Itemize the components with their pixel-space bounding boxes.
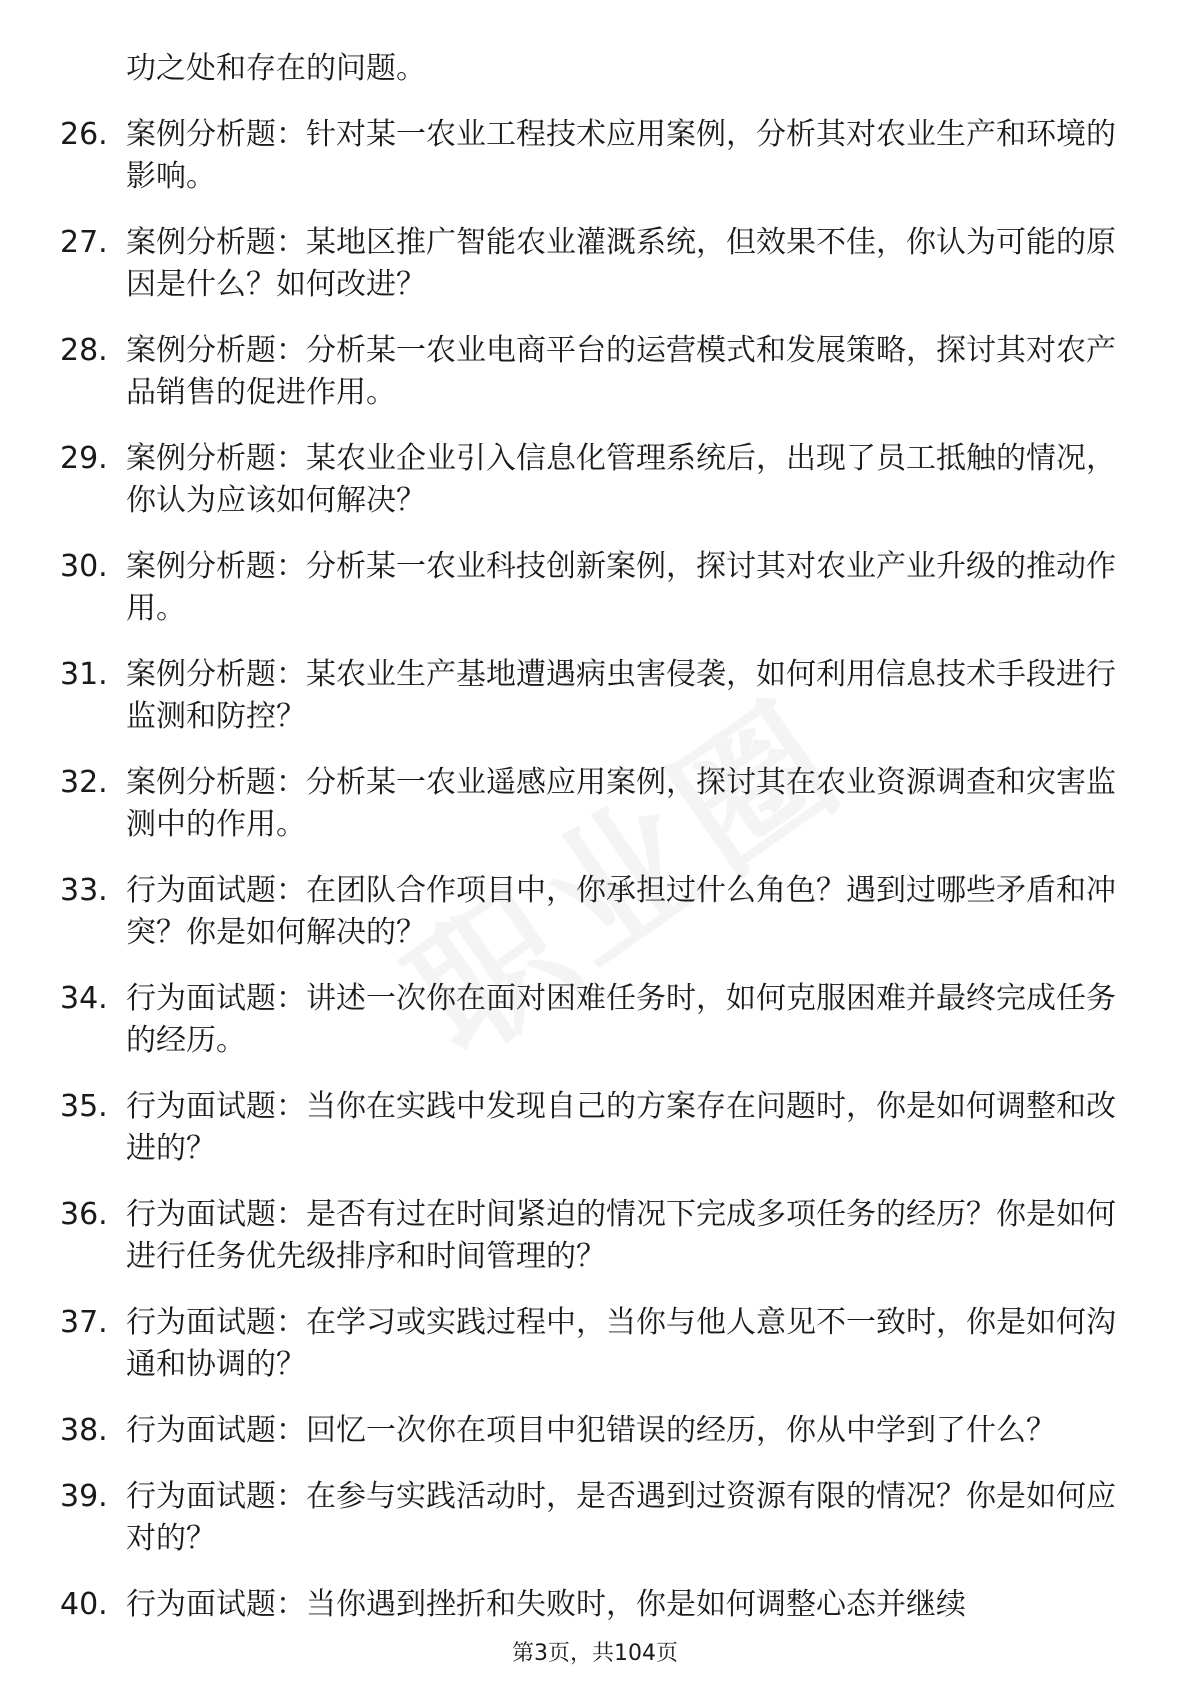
item-number: 27.	[60, 225, 108, 260]
item-text: 案例分析题：某地区推广智能农业灌溉系统，但效果不佳，你认为可能的原因是什么？如何改进？	[126, 225, 1116, 302]
list-item	[60, 1086, 1120, 1170]
item-number: 29.	[60, 441, 108, 476]
item-text: 案例分析题：针对某一农业工程技术应用案例，分析其对农业生产和环境的影响。	[126, 117, 1116, 194]
list-item	[60, 330, 1120, 414]
item-number: 37.	[60, 1305, 108, 1340]
item-number: 32.	[60, 765, 108, 800]
item-number: 28.	[60, 333, 108, 368]
list-item	[60, 1302, 1120, 1386]
item-number: 38.	[60, 1413, 108, 1448]
item-number: 26.	[60, 117, 108, 152]
item-text: 行为面试题：在团队合作项目中，你承担过什么角色？遇到过哪些矛盾和冲突？你是如何解决的？	[126, 873, 1116, 950]
item-number: 36.	[60, 1197, 108, 1232]
item-text: 案例分析题：某农业生产基地遭遇病虫害侵袭，如何利用信息技术手段进行监测和防控？	[126, 657, 1116, 734]
list-item	[60, 546, 1120, 630]
question-list	[60, 114, 1120, 1626]
page-footer: 第3页，共104页	[512, 1641, 678, 1666]
item-number: 31.	[60, 657, 108, 692]
list-item	[60, 654, 1120, 738]
item-number: 34.	[60, 981, 108, 1016]
item-text: 案例分析题：分析某一农业遥感应用案例，探讨其在农业资源调查和灾害监测中的作用。	[126, 765, 1116, 842]
item-number: 40.	[60, 1587, 108, 1622]
list-item	[60, 438, 1120, 522]
item-text: 行为面试题：在参与实践活动时，是否遇到过资源有限的情况？你是如何应对的？	[126, 1479, 1116, 1556]
list-item	[60, 1194, 1120, 1278]
continuation-text: 功之处和存在的问题。	[126, 51, 426, 86]
item-text: 案例分析题：分析某一农业电商平台的运营模式和发展策略，探讨其对农产品销售的促进作用。	[126, 333, 1116, 410]
list-item	[60, 978, 1120, 1062]
item-text: 行为面试题：是否有过在时间紧迫的情况下完成多项任务的经历？你是如何进行任务优先级排序和时间管理的？	[126, 1197, 1116, 1274]
page-content	[60, 48, 1120, 1626]
item-text: 行为面试题：回忆一次你在项目中犯错误的经历，你从中学到了什么？	[126, 1413, 1056, 1448]
list-item	[60, 870, 1120, 954]
item-number: 39.	[60, 1479, 108, 1514]
list-item	[60, 1410, 1120, 1452]
list-item	[60, 114, 1120, 198]
item-text: 行为面试题：讲述一次你在面对困难任务时，如何克服困难并最终完成任务的经历。	[126, 981, 1116, 1058]
item-number: 33.	[60, 873, 108, 908]
list-item	[60, 762, 1120, 846]
item-number: 35.	[60, 1089, 108, 1124]
item-text: 行为面试题：当你遇到挫折和失败时，你是如何调整心态并继续	[126, 1587, 966, 1622]
item-number: 30.	[60, 549, 108, 584]
list-item	[60, 222, 1120, 306]
item-text: 案例分析题：某农业企业引入信息化管理系统后，出现了员工抵触的情况，你认为应该如何解决？	[126, 441, 1116, 518]
list-item	[60, 1476, 1120, 1560]
list-item	[60, 1584, 1120, 1626]
item-text: 行为面试题：当你在实践中发现自己的方案存在问题时，你是如何调整和改进的？	[126, 1089, 1116, 1166]
item-text: 案例分析题：分析某一农业科技创新案例，探讨其对农业产业升级的推动作用。	[126, 549, 1116, 626]
item-text: 行为面试题：在学习或实践过程中，当你与他人意见不一致时，你是如何沟通和协调的？	[126, 1305, 1116, 1382]
